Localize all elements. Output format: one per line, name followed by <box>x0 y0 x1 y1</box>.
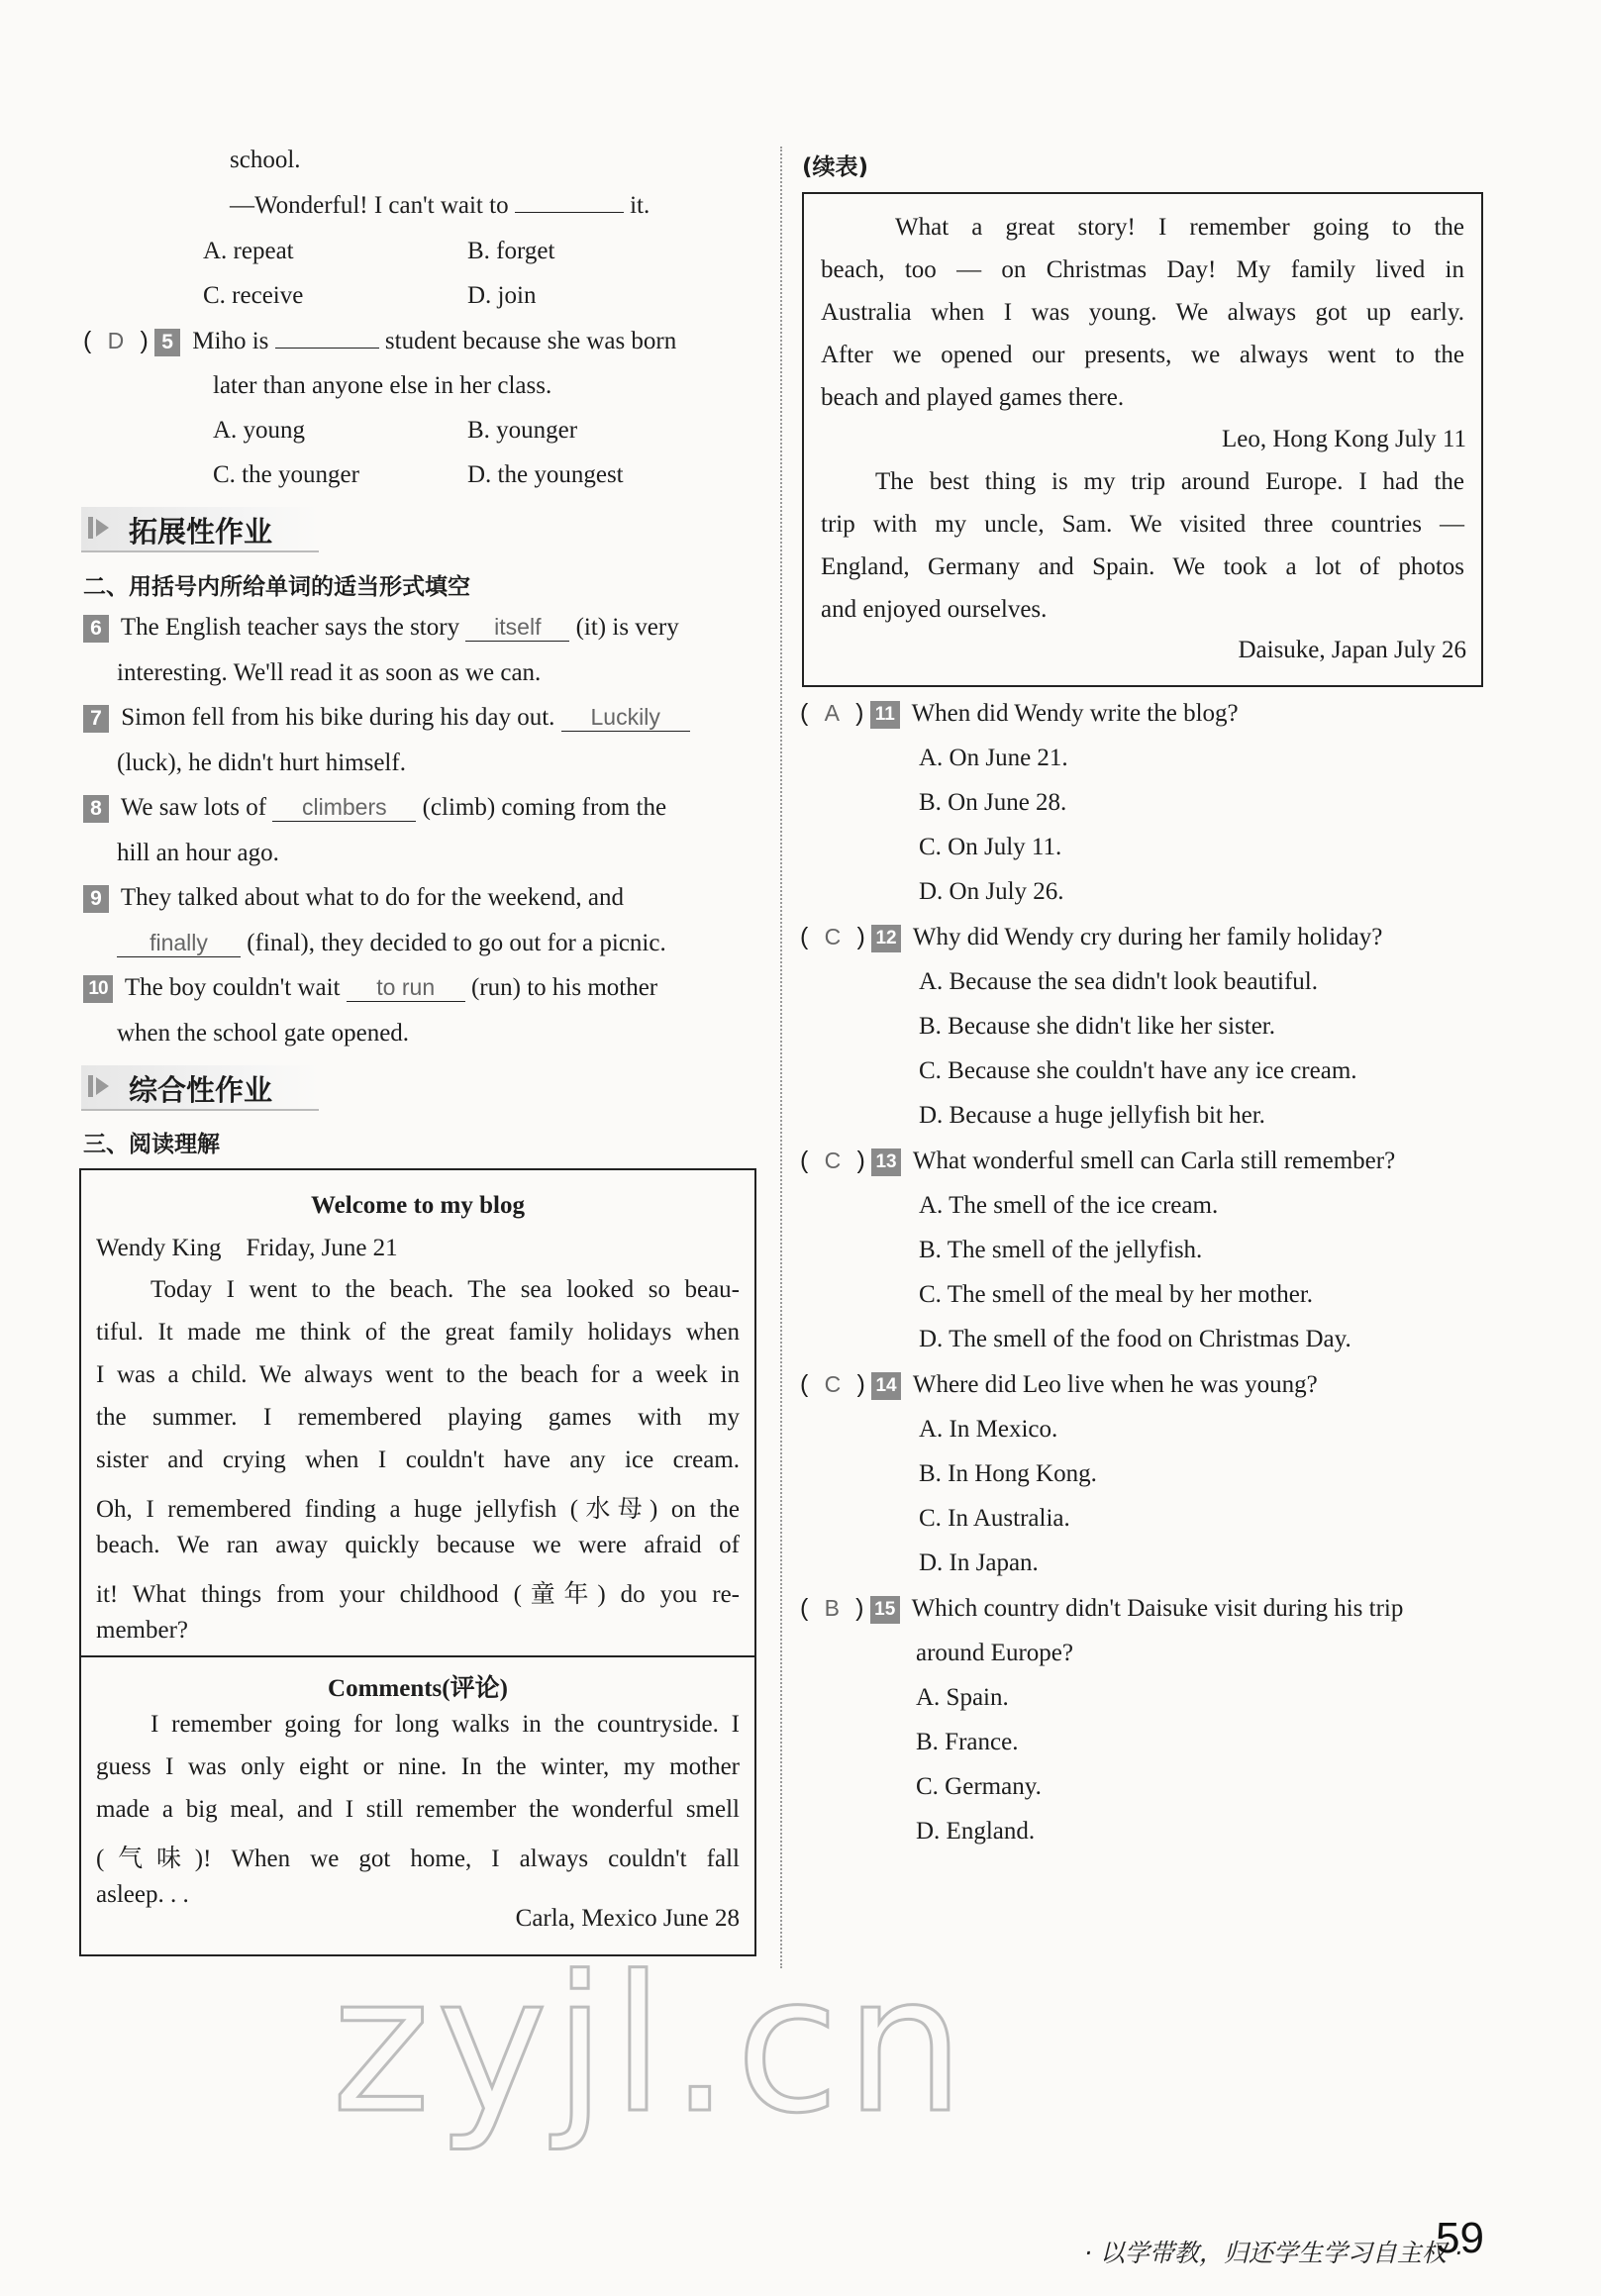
q6-answer[interactable]: itself <box>465 616 569 642</box>
q15-option-b[interactable]: B. France. <box>916 1729 1019 1755</box>
q14-option-d[interactable]: D. In Japan. <box>919 1549 1039 1576</box>
q4-option-a[interactable]: A. repeat <box>203 238 294 264</box>
q13-option-b[interactable]: B. The smell of the jellyfish. <box>919 1237 1203 1263</box>
watermark: zyjl.cn <box>332 1936 971 2154</box>
part2-title: 二、用括号内所给单词的适当形式填空 <box>83 574 470 600</box>
q13-answer: C <box>824 1148 842 1173</box>
q5-answer: D <box>107 328 125 353</box>
q9-line1: 9 They talked about what to do for the weekend, and <box>83 884 624 913</box>
q8-number: 8 <box>83 795 109 823</box>
q14-answer: C <box>824 1371 842 1397</box>
q7-line2: (luck), he didn't hurt himself. <box>117 749 406 776</box>
q12-option-a[interactable]: A. Because the sea didn't look beautiful. <box>919 968 1319 995</box>
q11-stem: ( A ) 11 When did Wendy write the blog? <box>800 699 1239 729</box>
arrow-icon <box>87 515 113 541</box>
q13-number: 13 <box>871 1148 901 1176</box>
q13-option-c[interactable]: C. The smell of the meal by her mother. <box>919 1281 1314 1308</box>
q5-option-a[interactable]: A. young <box>213 417 306 444</box>
q10-number: 10 <box>83 975 113 1003</box>
q15-option-d[interactable]: D. England. <box>916 1818 1036 1845</box>
q7-number: 7 <box>83 705 109 733</box>
q11-option-c[interactable]: C. On July 11. <box>919 834 1062 860</box>
comments-title: Comments(评论) <box>328 1675 508 1702</box>
blog-box: Welcome to my blog Wendy King Friday, June 21 Today I went to the beach. The sea looked so beau- tiful. It made me think of the great family holidays when I was a child. We always went to the beach for a week in the summer. I remembered playing games with my sister and crying when I couldn't have any ice cream. Oh, I remembered finding a huge jellyfish (水母) on the beach. We ran away quickly because we were afraid of it! What things from your childhood (童年) do you re- member? Comments(评论) I remember going for long walks in the countryside. I guess I was only eight or nine. In the winter, my mother made a big meal, and I still remember the wonderful smell (气味)! When we got home, I always couldn't fall asleep. . . Carla, Mexico June 28 <box>79 1168 756 1956</box>
q6-line2: interesting. We'll read it as soon as we can. <box>117 659 542 686</box>
q6-line1: 6 The English teacher says the story itself (it) is very <box>83 614 679 643</box>
blog-author: Wendy King <box>96 1235 222 1261</box>
q10-line1: 10 The boy couldn't wait to run (run) to his mother <box>83 974 657 1003</box>
q10-line2: when the school gate opened. <box>117 1020 410 1047</box>
q5-line1: ( D ) 5 Miho is student because she was born <box>83 327 676 356</box>
q11-option-d[interactable]: D. On July 26. <box>919 878 1064 905</box>
q8-line2: hill an hour ago. <box>117 840 279 866</box>
q14-option-a[interactable]: A. In Mexico. <box>919 1416 1058 1443</box>
q12-option-c[interactable]: C. Because she couldn't have any ice cream. <box>919 1057 1357 1084</box>
q15-number: 15 <box>870 1596 900 1624</box>
q4-option-d[interactable]: D. join <box>467 282 537 309</box>
q8-line1: 8 We saw lots of climbers (climb) coming from the <box>83 794 666 823</box>
q11-number: 11 <box>870 701 900 729</box>
q8-answer[interactable]: climbers <box>272 796 416 822</box>
blog-title: Welcome to my blog <box>311 1192 525 1219</box>
q5-blank[interactable] <box>275 346 379 349</box>
q15-stem-line2: around Europe? <box>916 1640 1073 1666</box>
q5-option-b[interactable]: B. younger <box>467 417 578 444</box>
q13-stem: ( C ) 13 What wonderful smell can Carla still remember? <box>800 1147 1395 1176</box>
q12-answer: C <box>824 924 842 949</box>
q9-number: 9 <box>83 885 109 913</box>
q5-line2: later than anyone else in her class. <box>213 372 552 399</box>
q15-stem: ( B ) 15 Which country didn't Daisuke visit during his trip <box>800 1594 1403 1624</box>
q5-option-c[interactable]: C. the younger <box>213 461 359 488</box>
blog-byline <box>96 1235 398 1262</box>
q10-answer[interactable]: to run <box>347 976 465 1002</box>
q15-answer: B <box>824 1595 840 1621</box>
blog-divider <box>81 1655 754 1657</box>
comment-daisuke-sign: Daisuke, Japan July 26 <box>1238 637 1466 663</box>
q5-option-d[interactable]: D. the youngest <box>467 461 624 488</box>
q12-stem: ( C ) 12 Why did Wendy cry during her family holiday? <box>800 923 1382 952</box>
q14-number: 14 <box>871 1372 901 1400</box>
continued-label: (续表) <box>802 154 869 180</box>
q15-option-c[interactable]: C. Germany. <box>916 1773 1042 1800</box>
q9-line2: finally (final), they decided to go out for a picnic. <box>117 930 666 957</box>
comprehensive-section-header: 综合性作业 <box>81 1065 319 1111</box>
q11-option-b[interactable]: B. On June 28. <box>919 789 1067 816</box>
footer-slogan: · 以学带教，归还学生学习自主权 · <box>1084 2239 1462 2267</box>
q4-blank[interactable] <box>515 210 624 213</box>
extended-section-header: 拓展性作业 <box>81 507 319 552</box>
part3-title: 三、阅读理解 <box>83 1132 220 1157</box>
comment-carla-sign: Carla, Mexico June 28 <box>515 1905 740 1932</box>
q14-stem: ( C ) 14 Where did Leo live when he was young? <box>800 1370 1318 1400</box>
blog-date: Friday, June 21 <box>246 1235 398 1261</box>
q4-option-b[interactable]: B. forget <box>467 238 555 264</box>
q4-option-c[interactable]: C. receive <box>203 282 304 309</box>
q14-option-c[interactable]: C. In Australia. <box>919 1505 1070 1532</box>
q14-option-b[interactable]: B. In Hong Kong. <box>919 1460 1097 1487</box>
q6-number: 6 <box>83 615 109 643</box>
q13-option-d[interactable]: D. The smell of the food on Christmas Day. <box>919 1326 1351 1352</box>
q12-option-b[interactable]: B. Because she didn't like her sister. <box>919 1013 1275 1040</box>
q9-answer[interactable]: finally <box>117 932 241 957</box>
q12-option-d[interactable]: D. Because a huge jellyfish bit her. <box>919 1102 1265 1129</box>
comment-leo-sign: Leo, Hong Kong July 11 <box>1222 426 1466 452</box>
column-divider <box>780 147 782 1968</box>
q12-number: 12 <box>871 925 901 952</box>
q4-reply: —Wonderful! I can't wait to it. <box>230 192 650 219</box>
continued-box: What a great story! I remember going to the beach, too — on Christmas Day! My family lived in Australia when I was young. We always got up early. After we opened our presents, we always went to the beach and played games there. Leo, Hong Kong July 11 The best thing is my trip around Europe. I had the trip with my uncle, Sam. We visited three countries — England, Germany and Spain. We took a lot of photos and enjoyed ourselves. Daisuke, Japan July 26 <box>802 192 1483 687</box>
q5-number: 5 <box>154 329 180 356</box>
q7-answer[interactable]: Luckily <box>561 706 690 732</box>
q11-answer: A <box>824 700 840 726</box>
q15-option-a[interactable]: A. Spain. <box>916 1684 1009 1711</box>
q7-line1: 7 Simon fell from his bike during his day out. Luckily <box>83 704 690 733</box>
page-number: 59 <box>1436 2214 1484 2262</box>
arrow-icon <box>87 1073 113 1099</box>
q11-option-a[interactable]: A. On June 21. <box>919 745 1068 771</box>
q13-option-a[interactable]: A. The smell of the ice cream. <box>919 1192 1219 1219</box>
q4-stem-tail: school. <box>230 147 301 173</box>
